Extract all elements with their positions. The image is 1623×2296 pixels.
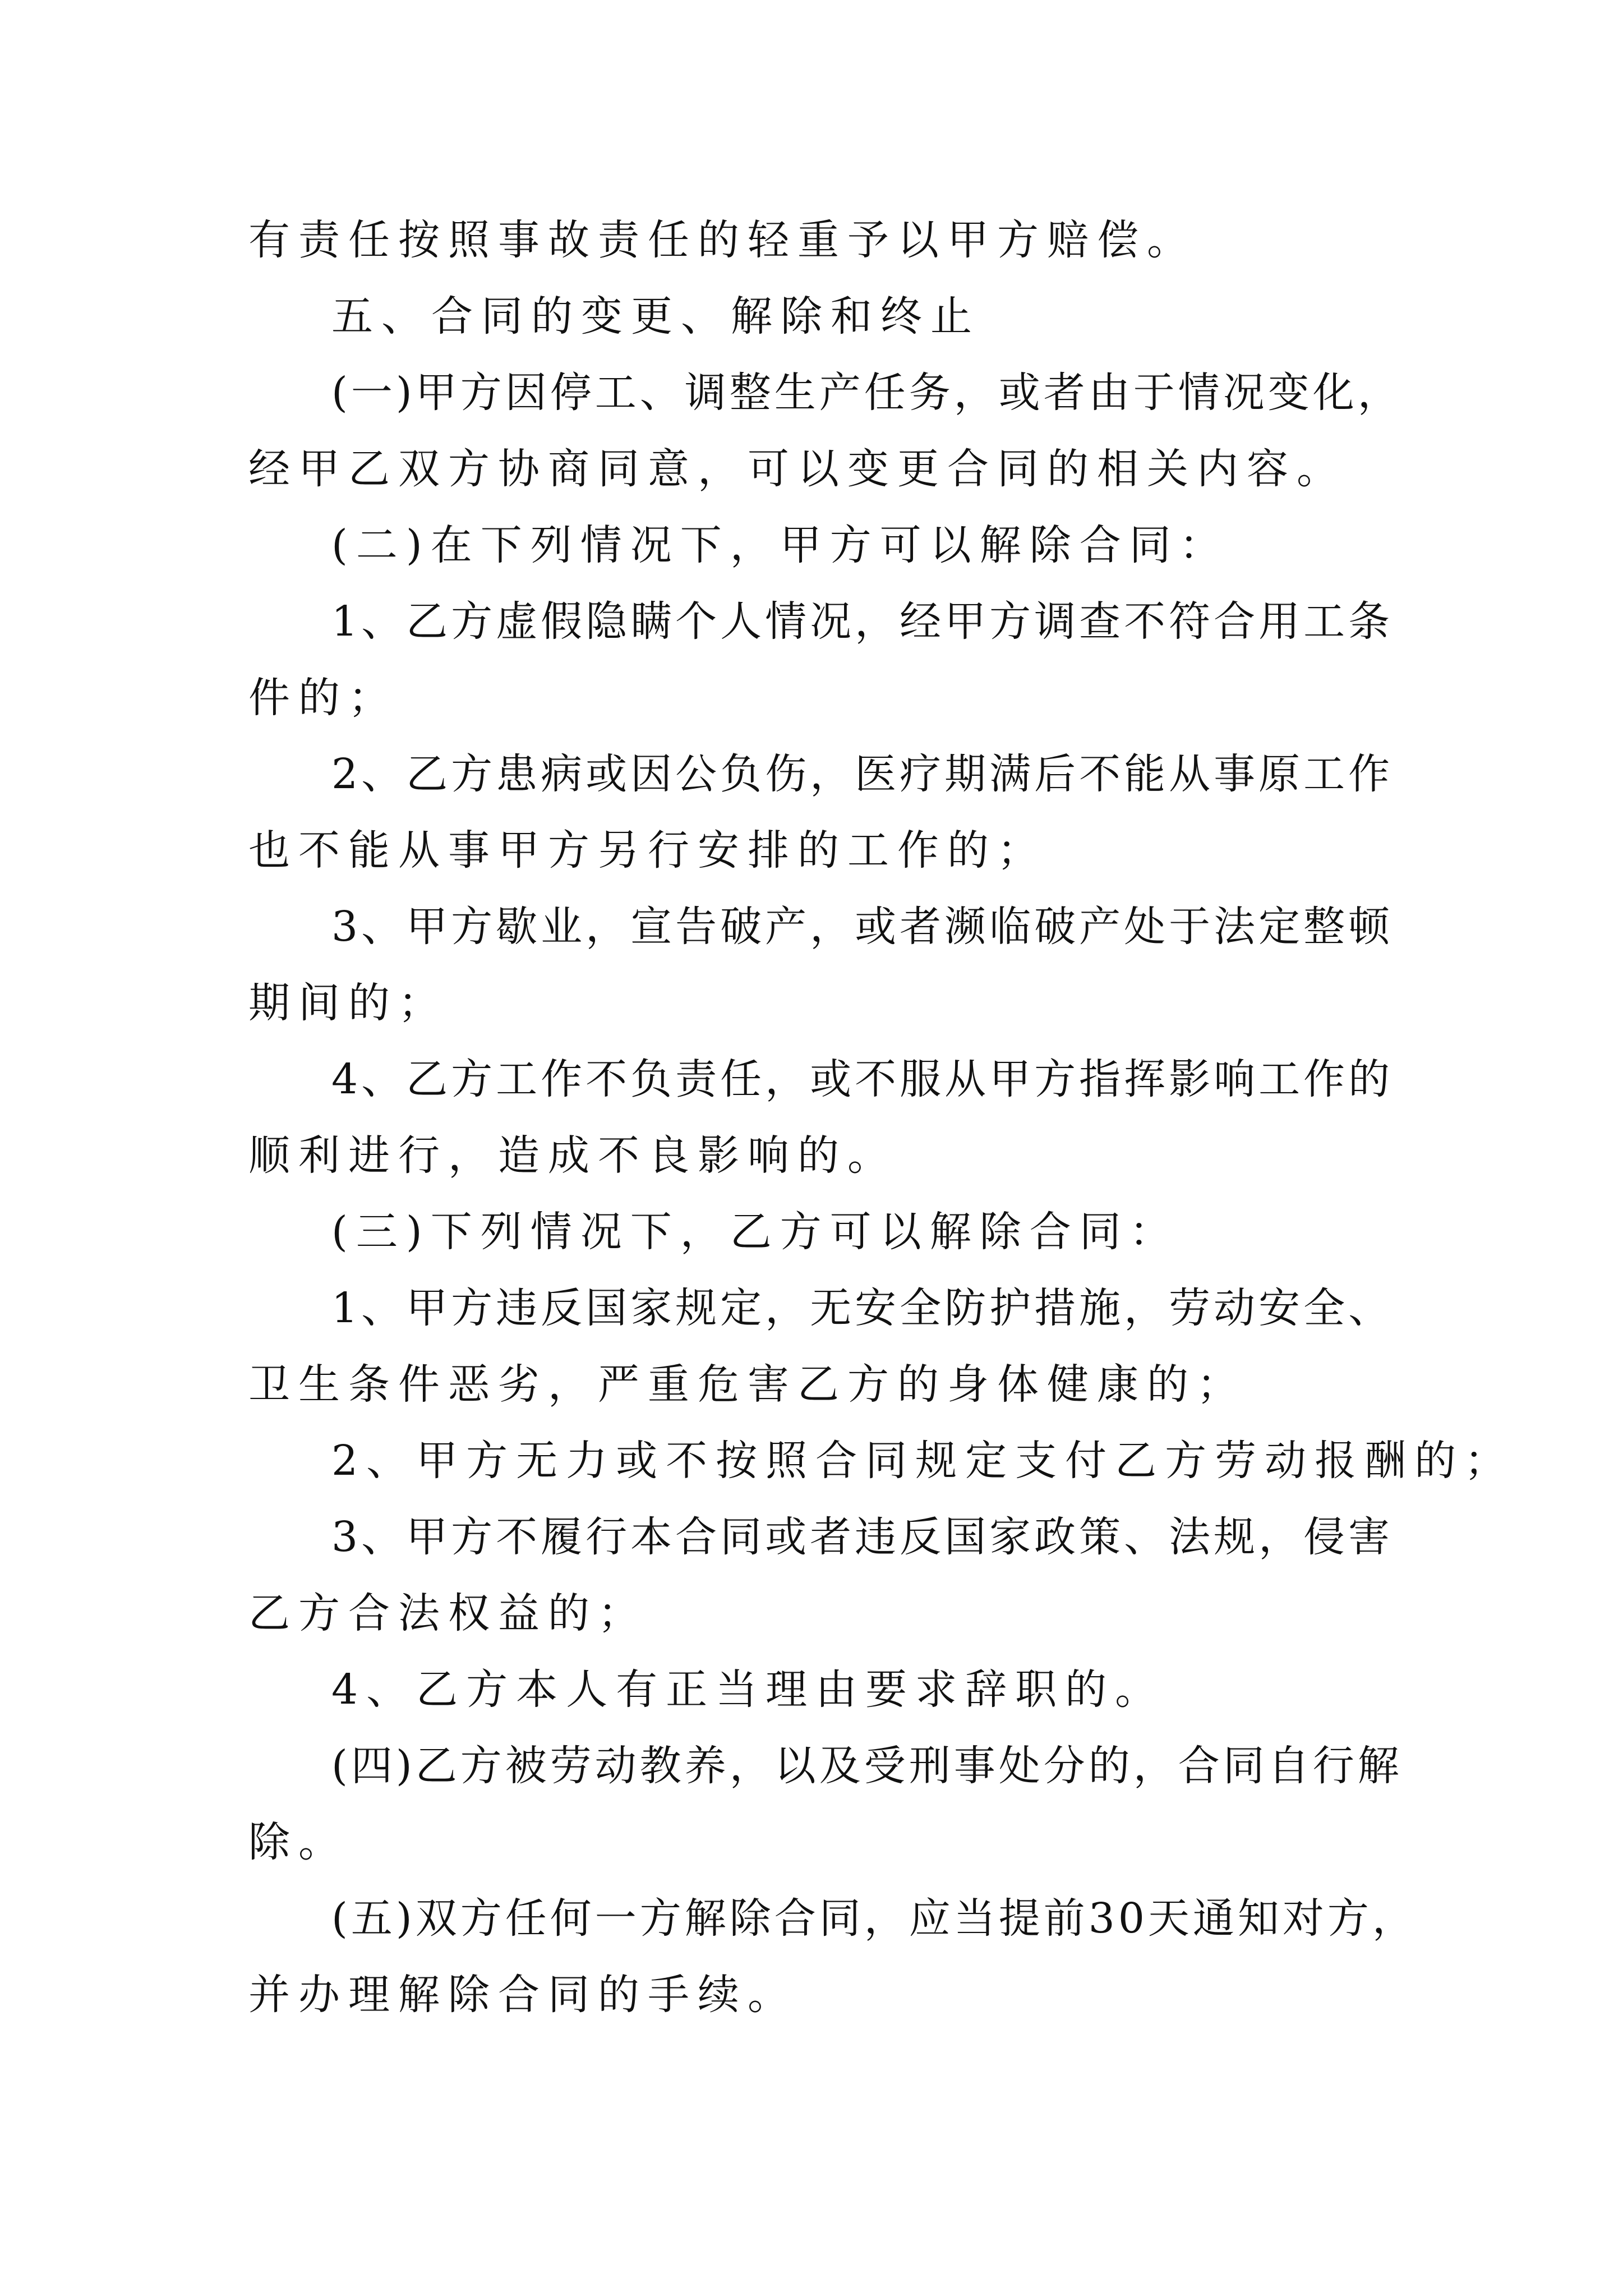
text-line: (一)甲方因停工、调整生产任务，或者由于情况变化， — [331, 369, 1403, 417]
text-line: 3、甲方歇业，宣告破产，或者濒临破产处于法定整顿 — [331, 903, 1394, 951]
text-line: 3、甲方不履行本合同或者违反国家政策、法规，侵害 — [331, 1513, 1394, 1561]
text-line: 经甲乙双方协商同意，可以变更合同的相关内容。 — [248, 445, 1347, 493]
text-line: (五)双方任何一方解除合同，应当提前30天通知对方， — [331, 1894, 1417, 1943]
text-line: 2、乙方患病或因公负伤，医疗期满后不能从事原工作 — [331, 750, 1394, 798]
text-line: (四)乙方被劳动教养，以及受刑事处分的，合同自行解 — [331, 1742, 1403, 1790]
text-line: 并办理解除合同的手续。 — [248, 1971, 797, 2019]
text-line: 乙方合法权益的； — [248, 1589, 648, 1637]
text-line: 顺利进行，造成不良影响的。 — [248, 1131, 897, 1180]
text-line: 1、乙方虚假隐瞒个人情况，经甲方调查不符合用工条 — [331, 597, 1394, 646]
text-line: 4、乙方工作不负责任，或不服从甲方指挥影响工作的 — [331, 1055, 1394, 1103]
text-line: (二)在下列情况下，甲方可以解除合同： — [331, 521, 1229, 569]
text-line: 期间的； — [248, 979, 448, 1027]
text-line: 4、乙方本人有正当理由要求辞职的。 — [331, 1665, 1165, 1714]
section-heading: 五、合同的变更、解除和终止 — [331, 292, 980, 341]
text-line: (三)下列情况下，乙方可以解除合同： — [331, 1208, 1179, 1256]
contract-text — [248, 202, 1515, 2033]
text-line: 除。 — [248, 1818, 348, 1866]
text-line: 1、甲方违反国家规定，无安全防护措施，劳动安全、 — [331, 1284, 1394, 1332]
text-line: 也不能从事甲方另行安排的工作的； — [248, 826, 1047, 875]
text-line: 有责任按照事故责任的轻重予以甲方赔偿。 — [248, 216, 1197, 264]
text-line: 件的； — [248, 674, 398, 722]
text-line: 卫生条件恶劣，严重危害乙方的身体健康的； — [248, 1360, 1247, 1409]
text-line: 2、甲方无力或不按照合同规定支付乙方劳动报酬的； — [331, 1437, 1515, 1485]
